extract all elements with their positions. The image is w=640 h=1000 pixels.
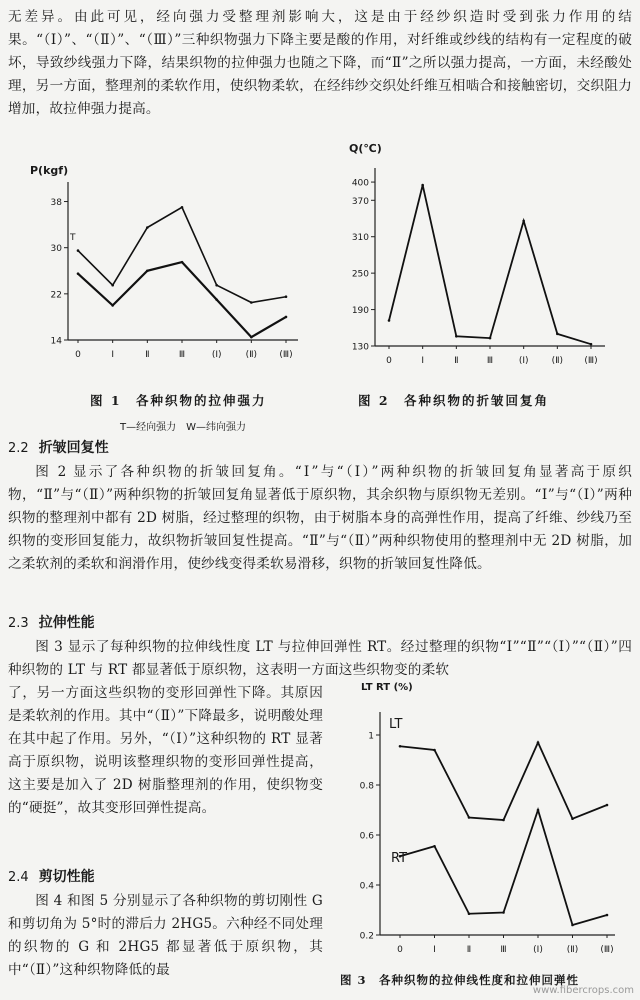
y-tick-label: 1: [368, 731, 374, 742]
y-axis-label: Q(℃): [349, 142, 382, 155]
x-tick-label: Ⅰ: [421, 356, 424, 366]
x-tick-label: Ⅱ: [466, 945, 472, 955]
data-point: [556, 333, 559, 336]
data-point: [77, 272, 80, 275]
y-tick-label: 310: [351, 233, 369, 244]
watermark: www.fibercrops.com: [532, 985, 634, 996]
x-tick-label: 0: [75, 350, 81, 360]
x-tick-label: 0: [397, 945, 403, 955]
x-tick-label: Ⅰ: [433, 945, 436, 955]
y-tick-label: 0.6: [359, 831, 374, 842]
figure-3-caption: 图 3 各种织物的拉伸线性度和拉伸回弹性: [340, 973, 580, 987]
data-point: [522, 220, 525, 223]
data-point: [606, 804, 609, 807]
section-2-2-heading: [8, 437, 109, 457]
series-line-t: [78, 207, 286, 302]
section-2-4-paragraph: 图 4 和图 5 分别显示了各种织物的剪切刚性 G 和剪切角为 5°时的滞后力 2HG5。六种经不同处理的织物的 G 和 2HG5 都显著低于原织物，其中“（Ⅱ）”这种织物降低的最: [8, 893, 323, 978]
data-point: [571, 817, 574, 820]
y-tick-label: 190: [351, 306, 369, 317]
data-point: [606, 914, 609, 917]
series-line-main: [389, 185, 591, 344]
series-label: LT: [389, 717, 403, 732]
x-tick-label: Ⅲ: [486, 356, 494, 366]
data-point: [146, 269, 149, 272]
y-tick-label: 0.8: [359, 781, 374, 792]
data-point: [285, 316, 288, 319]
section-title: 拉伸性能: [38, 615, 95, 631]
x-tick-label: Ⅲ: [178, 350, 186, 360]
y-tick-label: 14: [50, 336, 62, 347]
section-2-3-heading: [8, 612, 95, 632]
data-point: [502, 911, 505, 914]
figure-2-caption: 图 2 各种织物的折皱回复角: [358, 393, 550, 408]
figure-2-crease-recovery-chart: [335, 140, 625, 375]
y-tick-label: 250: [351, 269, 369, 280]
y-axis-label: P(kgf): [30, 164, 69, 177]
figure-1-legend-note: T—经向强力 W—纬向强力: [120, 422, 246, 433]
data-point: [146, 226, 149, 229]
data-point: [111, 304, 114, 307]
x-tick-label: Ⅲ: [500, 945, 507, 955]
series-label: RT: [391, 851, 408, 866]
data-point: [181, 206, 184, 209]
y-tick-label: 0.2: [359, 931, 374, 942]
data-point: [215, 298, 218, 301]
x-tick-label: Ⅱ: [145, 350, 150, 360]
data-point: [590, 343, 593, 346]
section-2-3-paragraph-start: 图 3 显示了每种织物的拉伸线性度 LT 与拉伸回弹性 RT。经过整理的织物“Ⅰ”“Ⅱ”“（Ⅰ）”“（Ⅱ）”四种织物的 LT 与 RT 都显著低于原织物，这表明一方面这些织物变的柔软: [8, 639, 632, 678]
x-tick-label: (Ⅰ): [533, 945, 543, 955]
data-point: [489, 337, 492, 340]
data-point: [111, 284, 114, 287]
y-tick-label: 130: [351, 342, 369, 353]
data-point: [571, 924, 574, 927]
section-number: 2.3: [8, 616, 29, 631]
y-tick-label: 0.4: [359, 881, 374, 892]
data-point: [250, 301, 253, 304]
section-2-2-paragraph: 图 2 显示了各种织物的折皱回复角。“Ⅰ”与“（Ⅰ）”两种织物的折皱回复角显著高于原织物，“Ⅱ”与“（Ⅱ）”两种织物的折皱回复角显著低于原织物，其余织物与原织物无差别。“Ⅰ”与“（Ⅰ）”两种织物的整理剂中都有 2D 树脂，经过整理的织物，由于树脂本身的高弹性作用，提高了纤维、纱线乃至织物的变形回复能力，故织物折皱回复性提高。“Ⅱ”与“（Ⅱ）”两种织物使用的整理剂中无 2D 树脂，加之柔软剂的柔软和润滑作用，使纱线变得柔软易滑移，织物的折皱回复性降低。: [8, 464, 632, 572]
data-point: [502, 819, 505, 822]
data-point: [399, 745, 402, 748]
y-tick-label: 38: [50, 198, 62, 209]
series-line-lt: [400, 743, 607, 821]
figure-1-caption: 图 1 各种织物的拉伸强力: [90, 393, 267, 408]
data-point: [468, 816, 471, 819]
y-tick-label: 30: [50, 244, 62, 255]
data-point: [250, 336, 253, 339]
series-label: T: [70, 233, 76, 243]
x-tick-label: 0: [386, 356, 392, 366]
intro-paragraph: 无差异。由此可见，经向强力受整理剂影响大，这是由于经纱织造时受到张力作用的结果。“（Ⅰ）”、“（Ⅱ）”、“（Ⅲ）”三种织物强力下降主要是酸的作用，对纤维或纱线的结构有一定程度的破坏，导致纱线强力下降，结果织物的拉伸强力也随之下降，而“Ⅱ”之所以强力提高，一方面，未经酸处理，另一方面，整理剂的柔软作用，使织物柔软，在经纬纱交织处纤维互相啮合和接触密切，交织阻力增加，故拉伸强力提高。: [8, 9, 632, 117]
data-point: [77, 249, 80, 252]
y-axis-label: LT RT (%): [361, 682, 413, 693]
x-tick-label: (Ⅱ): [551, 356, 564, 366]
section-number: 2.4: [8, 870, 29, 885]
x-tick-label: Ⅱ: [454, 356, 459, 366]
x-tick-label: (Ⅲ): [584, 356, 598, 366]
data-point: [433, 845, 436, 848]
x-tick-label: (Ⅱ): [566, 945, 579, 955]
figure-3-tensile-linearity-resilience-chart: [335, 680, 630, 970]
x-tick-label: (Ⅰ): [518, 356, 529, 366]
series-line-rt: [400, 810, 607, 925]
data-point: [215, 284, 218, 287]
data-point: [455, 335, 458, 338]
x-tick-label: (Ⅰ): [211, 350, 222, 360]
x-tick-label: (Ⅲ): [600, 945, 614, 955]
y-tick-label: 400: [351, 178, 369, 189]
data-point: [388, 319, 391, 322]
data-point: [181, 261, 184, 264]
data-point: [537, 741, 540, 744]
x-tick-label: (Ⅱ): [245, 350, 258, 360]
data-point: [468, 912, 471, 915]
y-tick-label: 370: [351, 196, 369, 207]
data-point: [433, 749, 436, 752]
data-point: [421, 184, 424, 187]
section-number: 2.2: [8, 441, 29, 456]
section-2-3-paragraph-continued: 了，另一方面这些织物的变形回弹性下降。其原因是柔软剂的作用。其中“（Ⅱ）”下降最多，说明酸处理在其中起了作用。另外，“（Ⅰ）”这种织物的 RT 显著高于原织物，说明该整理织物的变形回弹性提高，这主要是加入了 2D 树脂整理剂的作用，使织物变的“硬挺”，故其变形回弹性提高。: [8, 685, 323, 816]
section-2-4-heading: [8, 866, 95, 886]
x-tick-label: Ⅰ: [111, 350, 114, 360]
section-title: 剪切性能: [38, 869, 95, 885]
x-tick-label: (Ⅲ): [279, 350, 293, 360]
figure-1-tensile-strength-chart: [20, 160, 310, 370]
data-point: [285, 295, 288, 298]
section-title: 折皱回复性: [38, 440, 109, 456]
data-point: [537, 809, 540, 812]
series-line-w: [78, 262, 286, 337]
y-tick-label: 22: [50, 290, 62, 301]
